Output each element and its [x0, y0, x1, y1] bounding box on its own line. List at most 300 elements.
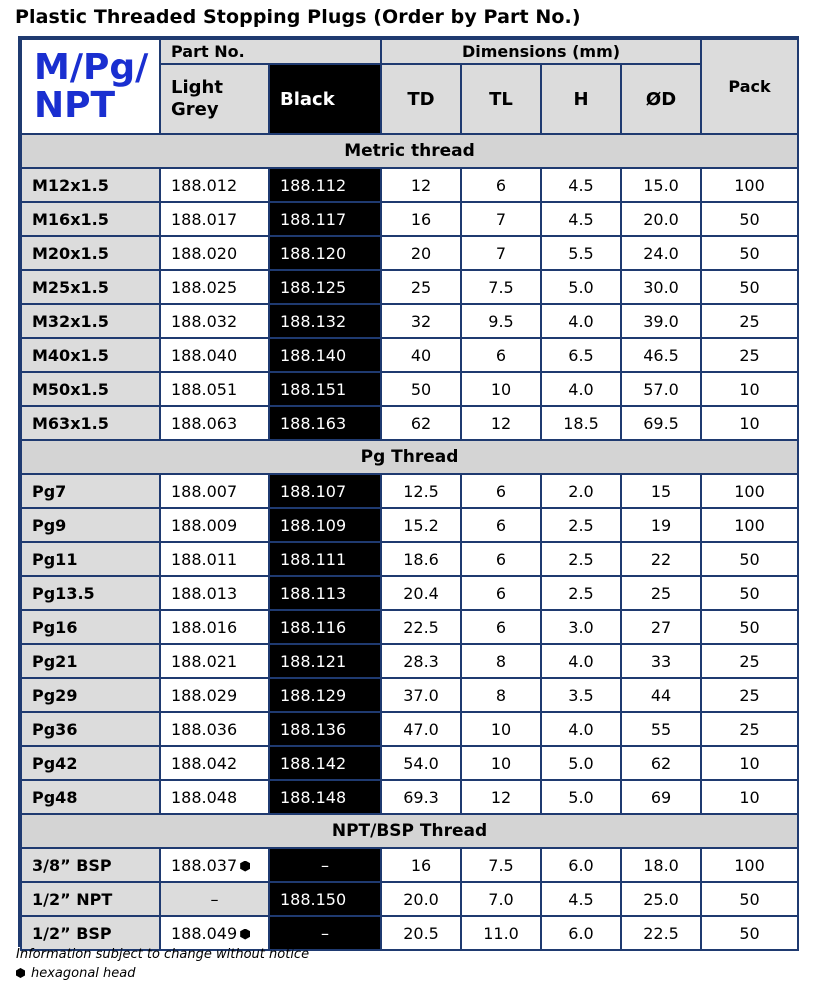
part-no-light-grey-cell-text: 188.048 [171, 787, 238, 807]
h-cell-text: 4.0 [568, 311, 594, 331]
h-cell [541, 270, 621, 304]
td-cell [381, 236, 461, 270]
td-cell-text: 18.6 [403, 549, 439, 569]
part-no-black-cell-text: 188.121 [280, 651, 347, 671]
logo-line-1: M/Pg/ [34, 46, 149, 88]
thread-size-cell-text: M63x1.5 [32, 413, 109, 433]
td-cell-text: 40 [410, 345, 432, 365]
part-no-light-grey-cell [160, 610, 269, 644]
pack-cell-text: 10 [739, 413, 760, 433]
pack-cell [701, 780, 798, 814]
od-cell [621, 916, 701, 950]
part-no-black-cell-text: 188.112 [280, 175, 347, 195]
pack-cell [701, 712, 798, 746]
part-no-black-cell-text: 188.107 [280, 481, 347, 501]
part-no-light-grey-cell-text: 188.016 [171, 617, 238, 637]
td-cell [381, 644, 461, 678]
part-no-light-grey-cell [160, 474, 269, 508]
pack-cell-text: 100 [734, 481, 765, 501]
section-header-row [21, 814, 798, 848]
pack-cell-text: 25 [739, 651, 760, 671]
h-cell [541, 576, 621, 610]
od-cell [621, 678, 701, 712]
h-cell-text: 2.5 [568, 583, 594, 603]
pack-cell [701, 644, 798, 678]
thread-size-cell-text: Pg21 [32, 651, 78, 671]
header-black: Black [269, 64, 381, 134]
h-cell [541, 916, 621, 950]
h-cell [541, 202, 621, 236]
part-no-black-cell-text: 188.148 [280, 787, 347, 807]
td-cell-text: 54.0 [403, 753, 439, 773]
footer-legend [16, 966, 136, 981]
td-cell-text: 16 [410, 855, 432, 875]
h-cell [541, 338, 621, 372]
thread-size-cell [21, 236, 160, 270]
pack-cell [701, 236, 798, 270]
thread-size-cell [21, 168, 160, 202]
pack-cell [701, 542, 798, 576]
td-cell [381, 678, 461, 712]
pack-cell [701, 372, 798, 406]
header-pack: Pack [701, 39, 798, 134]
thread-size-cell [21, 780, 160, 814]
pack-cell [701, 576, 798, 610]
td-cell [381, 202, 461, 236]
table-row [21, 270, 798, 304]
od-cell [621, 168, 701, 202]
part-no-black-cell [269, 270, 381, 304]
header-light-grey: Light Grey [160, 64, 269, 134]
h-cell-text: 5.0 [568, 753, 594, 773]
tl-cell [461, 678, 541, 712]
pack-cell-text: 25 [739, 719, 760, 739]
pack-cell-text: 100 [734, 855, 765, 875]
pack-cell-text: 50 [739, 617, 760, 637]
hexagon-icon [16, 968, 25, 978]
tl-cell-text: 7.5 [488, 277, 514, 297]
part-no-light-grey-cell [160, 678, 269, 712]
od-cell [621, 746, 701, 780]
part-no-black-cell [269, 848, 381, 882]
h-cell-text: 2.5 [568, 549, 594, 569]
tl-cell-text: 7.5 [488, 855, 514, 875]
od-cell [621, 202, 701, 236]
part-no-light-grey-cell-text: 188.042 [171, 753, 238, 773]
tl-cell [461, 542, 541, 576]
thread-size-cell-text: M25x1.5 [32, 277, 109, 297]
part-no-light-grey-cell-text: 188.012 [171, 175, 238, 195]
h-cell [541, 406, 621, 440]
h-cell-text: 6.0 [568, 855, 594, 875]
h-cell-text: 3.5 [568, 685, 594, 705]
td-cell-text: 69.3 [403, 787, 439, 807]
part-no-black-cell-text: 188.151 [280, 379, 347, 399]
od-cell [621, 270, 701, 304]
table-row [21, 916, 798, 950]
thread-size-cell [21, 304, 160, 338]
tl-cell [461, 508, 541, 542]
tl-cell [461, 712, 541, 746]
tl-cell-text: 7 [495, 243, 507, 263]
part-no-black-cell-text: – [321, 855, 329, 875]
thread-size-cell [21, 338, 160, 372]
section-title: NPT/BSP Thread [21, 814, 798, 848]
td-cell [381, 712, 461, 746]
tl-cell [461, 304, 541, 338]
od-cell [621, 644, 701, 678]
part-no-black-cell-text: 188.120 [280, 243, 347, 263]
h-cell-text: 18.5 [563, 413, 599, 433]
part-no-light-grey-cell [160, 542, 269, 576]
h-cell [541, 304, 621, 338]
table-row [21, 882, 798, 916]
od-cell [621, 576, 701, 610]
part-no-black-cell [269, 644, 381, 678]
pack-cell [701, 848, 798, 882]
thread-size-cell-text: Pg42 [32, 753, 78, 773]
part-no-light-grey-cell-text: 188.025 [171, 277, 238, 297]
part-no-light-grey-cell [160, 746, 269, 780]
thread-size-cell-text: 3/8” BSP [32, 855, 112, 875]
pack-cell-text: 50 [739, 583, 760, 603]
part-no-black-cell-text: 188.140 [280, 345, 347, 365]
part-no-black-cell [269, 508, 381, 542]
part-no-black-cell [269, 610, 381, 644]
pack-cell-text: 50 [739, 243, 760, 263]
od-cell-text: 15 [650, 481, 672, 501]
table-row [21, 202, 798, 236]
thread-size-cell-text: Pg13.5 [32, 583, 95, 603]
td-cell [381, 780, 461, 814]
table-row [21, 508, 798, 542]
part-no-black-cell-text: 188.113 [280, 583, 347, 603]
logo-mpgnpt [21, 39, 160, 134]
td-cell-text: 47.0 [403, 719, 439, 739]
part-no-black-cell [269, 712, 381, 746]
part-no-light-grey-cell-text: 188.013 [171, 583, 238, 603]
td-cell-text: 16 [410, 209, 432, 229]
h-cell-text: 5.0 [568, 787, 594, 807]
od-cell [621, 474, 701, 508]
section-header-row [21, 440, 798, 474]
h-cell [541, 236, 621, 270]
thread-size-cell [21, 508, 160, 542]
tl-cell [461, 406, 541, 440]
part-no-light-grey-cell-text: 188.036 [171, 719, 238, 739]
tl-cell [461, 746, 541, 780]
pack-cell-text: 10 [739, 787, 760, 807]
part-no-light-grey-cell [160, 576, 269, 610]
tl-cell [461, 610, 541, 644]
tl-cell [461, 576, 541, 610]
od-cell [621, 406, 701, 440]
td-cell [381, 542, 461, 576]
td-cell-text: 32 [410, 311, 432, 331]
part-no-light-grey-cell [160, 270, 269, 304]
h-cell-text: 5.5 [568, 243, 594, 263]
h-cell-text: 4.5 [568, 209, 594, 229]
part-no-light-grey-cell [160, 406, 269, 440]
thread-size-cell-text: M32x1.5 [32, 311, 109, 331]
part-no-black-cell-text: 188.136 [280, 719, 347, 739]
tl-cell [461, 236, 541, 270]
part-no-black-cell-text: 188.129 [280, 685, 347, 705]
part-no-black-cell [269, 202, 381, 236]
od-cell [621, 712, 701, 746]
h-cell-text: 2.0 [568, 481, 594, 501]
pack-cell [701, 168, 798, 202]
part-no-light-grey-cell-text: 188.049 [171, 923, 238, 943]
td-cell [381, 576, 461, 610]
part-no-light-grey-cell [160, 848, 269, 882]
tl-cell-text: 6 [495, 481, 507, 501]
tl-cell-text: 8 [495, 651, 507, 671]
od-cell-text: 39.0 [643, 311, 679, 331]
pack-cell [701, 202, 798, 236]
part-no-black-cell [269, 168, 381, 202]
od-cell-text: 22 [650, 549, 672, 569]
od-cell-text: 33 [650, 651, 672, 671]
header-td: TD [381, 64, 461, 134]
od-cell [621, 304, 701, 338]
logo-line-2: NPT [34, 84, 116, 126]
pack-cell [701, 916, 798, 950]
part-no-black-cell [269, 304, 381, 338]
thread-size-cell-text: 1/2” NPT [32, 889, 113, 909]
part-no-light-grey-cell-text: 188.011 [171, 549, 238, 569]
part-no-black-cell [269, 678, 381, 712]
table-row [21, 542, 798, 576]
part-no-light-grey-cell [160, 882, 269, 916]
od-cell [621, 882, 701, 916]
thread-size-cell [21, 542, 160, 576]
pack-cell-text: 25 [739, 685, 760, 705]
td-cell [381, 848, 461, 882]
part-no-black-cell [269, 406, 381, 440]
part-no-light-grey-cell [160, 236, 269, 270]
td-cell-text: 28.3 [403, 651, 439, 671]
part-no-black-cell [269, 236, 381, 270]
pack-cell-text: 50 [739, 923, 760, 943]
thread-size-cell-text: Pg9 [32, 515, 67, 535]
td-cell-text: 37.0 [403, 685, 439, 705]
table-row [21, 338, 798, 372]
page-title: Plastic Threaded Stopping Plugs (Order by Part No.) [15, 6, 581, 28]
part-no-black-cell-text: 188.109 [280, 515, 347, 535]
part-no-black-cell [269, 576, 381, 610]
od-cell-text: 15.0 [643, 175, 679, 195]
table-row [21, 576, 798, 610]
part-no-light-grey-cell [160, 508, 269, 542]
td-cell [381, 508, 461, 542]
tl-cell [461, 916, 541, 950]
part-no-light-grey-cell [160, 338, 269, 372]
table-row [21, 712, 798, 746]
tl-cell [461, 202, 541, 236]
tl-cell [461, 168, 541, 202]
td-cell [381, 406, 461, 440]
td-cell-text: 15.2 [403, 515, 439, 535]
table-row [21, 304, 798, 338]
pack-cell-text: 50 [739, 889, 760, 909]
td-cell [381, 610, 461, 644]
td-cell [381, 916, 461, 950]
thread-size-cell [21, 610, 160, 644]
table-row [21, 372, 798, 406]
h-cell [541, 848, 621, 882]
thread-size-cell-text: Pg7 [32, 481, 67, 501]
pack-cell-text: 100 [734, 515, 765, 535]
thread-size-cell-text: M12x1.5 [32, 175, 109, 195]
td-cell [381, 474, 461, 508]
part-no-light-grey-cell-text: 188.009 [171, 515, 238, 535]
h-cell-text: 4.5 [568, 175, 594, 195]
td-cell [381, 882, 461, 916]
table-row [21, 746, 798, 780]
thread-size-cell-text: Pg29 [32, 685, 78, 705]
td-cell-text: 50 [410, 379, 432, 399]
od-cell-text: 19 [650, 515, 672, 535]
h-cell [541, 610, 621, 644]
tl-cell-text: 6 [495, 617, 507, 637]
h-cell-text: 2.5 [568, 515, 594, 535]
thread-size-cell-text: M16x1.5 [32, 209, 109, 229]
tl-cell [461, 780, 541, 814]
thread-size-cell [21, 678, 160, 712]
h-cell [541, 746, 621, 780]
od-cell-text: 30.0 [643, 277, 679, 297]
part-no-light-grey-cell-text: – [210, 889, 219, 909]
tl-cell-text: 6 [495, 583, 507, 603]
tl-cell [461, 270, 541, 304]
od-cell-text: 62 [650, 753, 672, 773]
od-cell [621, 848, 701, 882]
part-no-light-grey-cell-text: 188.017 [171, 209, 238, 229]
tl-cell-text: 6 [495, 515, 507, 535]
thread-size-cell [21, 406, 160, 440]
tl-cell [461, 372, 541, 406]
od-cell-text: 25.0 [643, 889, 679, 909]
table-row [21, 610, 798, 644]
part-no-black-cell-text: 188.111 [280, 549, 347, 569]
od-cell [621, 372, 701, 406]
td-cell [381, 168, 461, 202]
part-no-light-grey-cell-text: 188.037 [171, 855, 238, 875]
header-h: H [541, 64, 621, 134]
tl-cell-text: 6 [495, 175, 507, 195]
h-cell-text: 4.5 [568, 889, 594, 909]
od-cell [621, 780, 701, 814]
h-cell [541, 474, 621, 508]
table-row [21, 678, 798, 712]
pack-cell-text: 10 [739, 379, 760, 399]
tl-cell-text: 12 [490, 787, 512, 807]
td-cell-text: 20 [410, 243, 432, 263]
tl-cell [461, 338, 541, 372]
h-cell [541, 372, 621, 406]
part-no-black-cell [269, 882, 381, 916]
od-cell-text: 69.5 [643, 413, 679, 433]
pack-cell [701, 304, 798, 338]
h-cell-text: 6.0 [568, 923, 594, 943]
part-no-light-grey-cell-text: 188.020 [171, 243, 238, 263]
thread-size-cell-text: Pg16 [32, 617, 78, 637]
pack-cell [701, 610, 798, 644]
tl-cell-text: 10 [490, 753, 512, 773]
pack-cell [701, 508, 798, 542]
tl-cell-text: 7.0 [488, 889, 514, 909]
h-cell [541, 882, 621, 916]
pack-cell [701, 678, 798, 712]
h-cell [541, 644, 621, 678]
part-no-black-cell-text: 188.142 [280, 753, 347, 773]
thread-size-cell-text: Pg48 [32, 787, 78, 807]
table-row [21, 780, 798, 814]
h-cell-text: 5.0 [568, 277, 594, 297]
h-cell [541, 712, 621, 746]
od-cell-text: 22.5 [643, 923, 679, 943]
od-cell-text: 24.0 [643, 243, 679, 263]
header-dimensions: Dimensions (mm) [381, 39, 701, 64]
thread-size-cell [21, 474, 160, 508]
td-cell-text: 12 [410, 175, 432, 195]
part-no-black-cell-text: 188.150 [280, 889, 347, 909]
tl-cell-text: 9.5 [488, 311, 514, 331]
tl-cell [461, 882, 541, 916]
tl-cell-text: 10 [490, 719, 512, 739]
part-no-light-grey-cell [160, 202, 269, 236]
part-no-light-grey-cell [160, 712, 269, 746]
td-cell-text: 25 [410, 277, 432, 297]
pack-cell [701, 474, 798, 508]
od-cell [621, 338, 701, 372]
td-cell [381, 304, 461, 338]
tl-cell-text: 10 [490, 379, 512, 399]
h-cell [541, 508, 621, 542]
pack-cell-text: 25 [739, 345, 760, 365]
hexagon-icon [240, 929, 250, 940]
footer-note: Information subject to change without notice [16, 947, 310, 962]
table-row [21, 848, 798, 882]
thread-size-cell-text: M20x1.5 [32, 243, 109, 263]
td-cell-text: 20.4 [403, 583, 439, 603]
td-cell-text: 12.5 [403, 481, 439, 501]
h-cell-text: 4.0 [568, 379, 594, 399]
part-no-light-grey-cell-text: 188.021 [171, 651, 238, 671]
od-cell-text: 44 [650, 685, 672, 705]
pack-cell [701, 338, 798, 372]
thread-size-cell-text: M40x1.5 [32, 345, 109, 365]
od-cell [621, 508, 701, 542]
h-cell-text: 6.5 [568, 345, 594, 365]
part-no-light-grey-cell [160, 644, 269, 678]
part-no-black-cell-text: 188.163 [280, 413, 347, 433]
header-od: ØD [621, 64, 701, 134]
h-cell [541, 678, 621, 712]
thread-size-cell [21, 848, 160, 882]
part-no-light-grey-cell-text: 188.029 [171, 685, 238, 705]
td-cell [381, 270, 461, 304]
od-cell [621, 610, 701, 644]
od-cell-text: 55 [650, 719, 672, 739]
part-no-black-cell-text: 188.132 [280, 311, 347, 331]
tl-cell-text: 7 [495, 209, 507, 229]
pack-cell-text: 50 [739, 277, 760, 297]
table-row [21, 474, 798, 508]
od-cell-text: 18.0 [643, 855, 679, 875]
tl-cell [461, 848, 541, 882]
